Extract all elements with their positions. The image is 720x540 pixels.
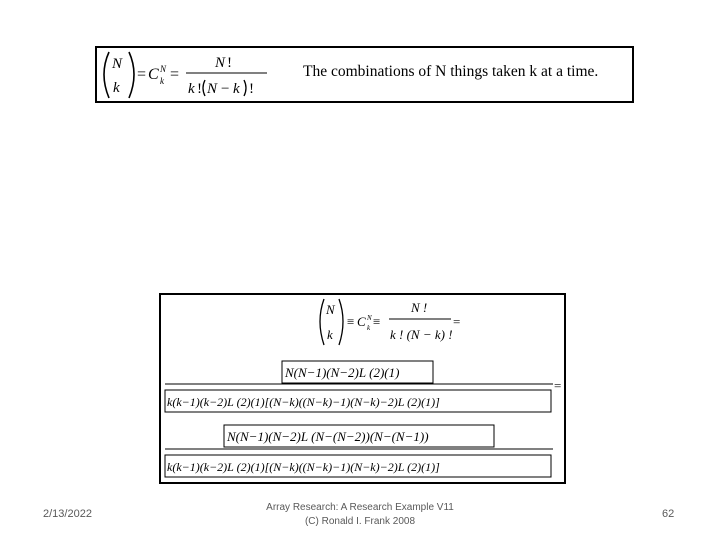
footer-title: Array Research: A Research Example V11 (266, 502, 454, 513)
combination-formula-box (95, 46, 634, 103)
line1-numerator: N(N−1)(N−2)L (2)(1) (285, 365, 400, 380)
footer-center (230, 501, 490, 529)
page-number: 62 (662, 508, 675, 520)
svg-text:!: ! (249, 81, 254, 97)
svg-text:N: N (112, 56, 123, 72)
svg-text:k: k (327, 327, 333, 342)
svg-text:k: k (188, 81, 195, 97)
footer-date: 2/13/2022 (43, 508, 92, 520)
svg-text:N: N (367, 314, 372, 322)
binomial-expansion-graphic (161, 295, 564, 482)
svg-text:C: C (357, 314, 366, 329)
svg-text:≡: ≡ (347, 314, 355, 329)
svg-text:N: N (160, 64, 167, 74)
svg-text:k ! (N − k) !: k ! (N − k) ! (390, 327, 453, 342)
line1-denominator: k(k−1)(k−2)L (2)(1)[(N−k)((N−k)−1)(N−k)−2)L (2)(1)] (167, 395, 440, 409)
svg-text:!: ! (197, 81, 202, 97)
svg-text:=: = (554, 378, 562, 393)
line2-denominator: k(k−1)(k−2)L (2)(1)[(N−k)((N−k)−1)(N−k)−2)L (2)(1)] (167, 460, 440, 474)
formula-caption: The combinations of N things taken k at a time. (303, 63, 599, 80)
line2-numerator: N(N−1)(N−2)L (N−(N−2))(N−(N−1)) (227, 429, 429, 444)
svg-text:N: N (215, 55, 226, 71)
combination-expansion-box (159, 293, 566, 484)
svg-text:k: k (367, 324, 371, 332)
svg-text:k: k (160, 76, 164, 86)
svg-text:!: ! (227, 55, 232, 71)
svg-text:C: C (148, 66, 159, 83)
svg-text:=: = (170, 66, 180, 83)
svg-text:N: N (326, 302, 335, 317)
svg-text:=: = (137, 66, 147, 83)
svg-text:N: N (207, 81, 218, 97)
svg-text:k: k (233, 81, 240, 97)
footer-copyright: (C) Ronald I. Frank 2008 (304, 516, 416, 527)
binomial-formula-graphic (97, 48, 297, 101)
svg-text:k: k (113, 80, 120, 96)
svg-text:−: − (221, 81, 230, 97)
svg-text:N !: N ! (411, 300, 428, 315)
svg-text:≡: ≡ (373, 314, 381, 329)
svg-text:=: = (453, 314, 461, 329)
